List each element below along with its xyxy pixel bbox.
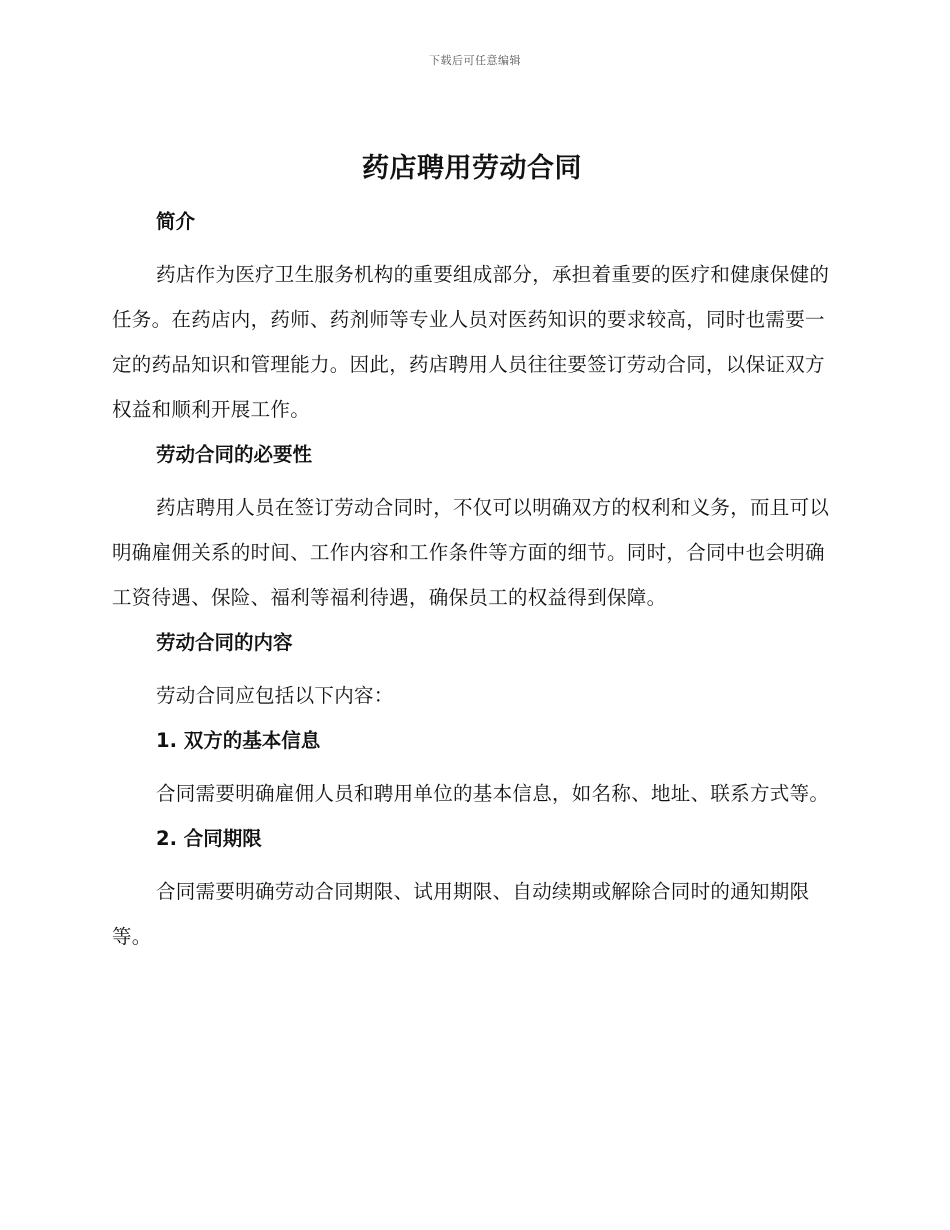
document-title: 药店聘用劳动合同: [362, 153, 582, 184]
section-content: [112, 627, 832, 718]
section-paragraph: 合同需要明确劳动合同期限、试用期限、自动续期或解除合同时的通知期限等。: [112, 880, 810, 948]
section-paragraph: 合同需要明确雇佣人员和聘用单位的基本信息，如名称、地址、联系方式等。: [156, 782, 830, 805]
document-body: [112, 148, 832, 966]
page-header-note: 下载后可任意编辑: [429, 54, 521, 67]
section-paragraph: 劳动合同应包括以下内容：: [156, 684, 394, 707]
section-heading: 1. 双方的基本信息: [156, 729, 321, 752]
section-necessity: [112, 439, 832, 620]
section-intro: [112, 206, 832, 432]
section-heading: 简介: [156, 210, 196, 233]
section-heading: 2. 合同期限: [156, 827, 262, 850]
section-paragraph: 药店作为医疗卫生服务机构的重要组成部分，承担着重要的医疗和健康保健的任务。在药店内，药师、药剂师等专业人员对医药知识的要求较高，同时也需要一定的药品知识和管理能力。因此，药店聘用人员往往要签订劳动合同，以保证双方权益和顺利开展工作。: [112, 263, 830, 421]
section-paragraph: 药店聘用人员在签订劳动合同时，不仅可以明确双方的权利和义务，而且可以明确雇佣关系的时间、工作内容和工作条件等方面的细节。同时，合同中也会明确工资待遇、保险、福利等福利待遇，确保员工的权益得到保障。: [112, 496, 830, 609]
section-heading: 劳动合同的内容: [156, 631, 293, 654]
section-basic-info: [112, 725, 832, 816]
section-heading: 劳动合同的必要性: [156, 443, 313, 466]
section-term: [112, 823, 832, 959]
